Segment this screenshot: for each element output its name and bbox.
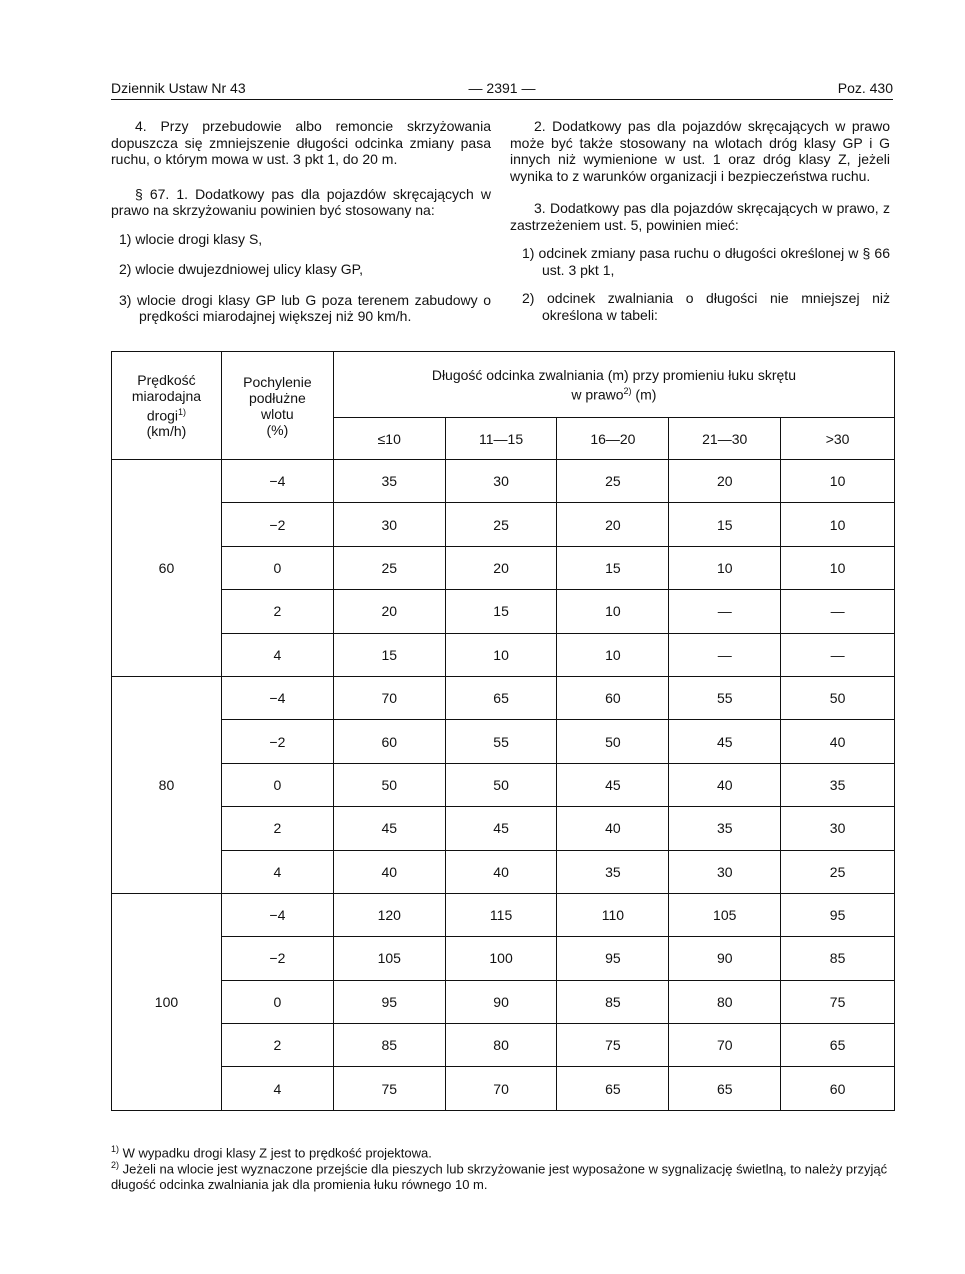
deceleration-table	[111, 351, 895, 1111]
value-cell: 85	[557, 980, 669, 1023]
slope-cell: −2	[221, 720, 333, 763]
paragraph-2: 2. Dodatkowy pas dla pojazdów skręcających w prawo może być także stosowany na wlotach dróg klasy GP i G innych niż wymienione w ust. 1 oraz dróg klasy Z, jeżeli wynika to z warunków organizacji i bezpieczeństwa ruchu.	[510, 118, 890, 184]
slope-cell: 2	[221, 1024, 333, 1067]
value-cell: 25	[445, 503, 557, 546]
slope-cell: −4	[221, 676, 333, 719]
value-cell: 45	[669, 720, 781, 763]
slope-cell: 2	[221, 807, 333, 850]
radius-header: 11—15	[445, 418, 557, 460]
value-cell: 30	[781, 807, 895, 850]
value-cell: 85	[781, 937, 895, 980]
value-cell: 35	[781, 763, 895, 806]
value-cell: 15	[445, 590, 557, 633]
radius-header: >30	[781, 418, 895, 460]
value-cell: —	[781, 590, 895, 633]
footnote-2: $^{2)}$ Jeżeli na wlocie jest wyznaczone przejście dla pieszych lub skrzyżowanie jest wyposażone w sygnalizację świetlną, to należy przyjąć długość odcinka zwalniania jak dla promienia łuku równego 10 m.	[111, 1160, 888, 1193]
value-cell: 90	[669, 937, 781, 980]
slope-cell: 0	[221, 763, 333, 806]
value-cell: 105	[333, 937, 445, 980]
table-row	[112, 980, 895, 1023]
value-cell: 65	[445, 676, 557, 719]
value-cell: 95	[333, 980, 445, 1023]
list-item: 1) wlocie drogi klasy S,	[119, 230, 263, 247]
list-item: 3) wlocie drogi klasy GP lub G poza terenem zabudowy o prędkości miarodajnej większej niż 90 km/h.	[119, 291, 491, 324]
value-cell: 10	[781, 503, 895, 546]
value-cell: 40	[333, 850, 445, 893]
slope-cell: 0	[221, 980, 333, 1023]
table-row	[112, 937, 895, 980]
value-cell: 25	[781, 850, 895, 893]
value-cell: 40	[445, 850, 557, 893]
value-cell: 10	[445, 633, 557, 676]
value-cell: 45	[333, 807, 445, 850]
value-cell: 50	[781, 676, 895, 719]
value-cell: 20	[557, 503, 669, 546]
slope-cell: −4	[221, 893, 333, 936]
value-cell: 65	[557, 1067, 669, 1111]
right-column	[510, 118, 890, 335]
value-cell: 40	[781, 720, 895, 763]
list-item: 2) odcinek zwalniania o długości nie mniejszej niż określona w tabeli:	[522, 290, 890, 323]
speed-cell: 80	[112, 676, 222, 893]
value-cell: 15	[333, 633, 445, 676]
value-cell: 60	[333, 720, 445, 763]
header-speed: Prędkość miarodajna drogi$^{1)}$ (km/h)	[112, 352, 222, 460]
value-cell: 70	[445, 1067, 557, 1111]
slope-cell: −2	[221, 937, 333, 980]
value-cell: 10	[669, 546, 781, 589]
value-cell: 105	[669, 893, 781, 936]
value-cell: 75	[781, 980, 895, 1023]
value-cell: —	[781, 633, 895, 676]
value-cell: —	[669, 633, 781, 676]
value-cell: 35	[557, 850, 669, 893]
slope-cell: 4	[221, 633, 333, 676]
radius-header: 16—20	[557, 418, 669, 460]
table-row	[112, 893, 895, 936]
table-row	[112, 1024, 895, 1067]
header-rule	[111, 99, 893, 100]
header-length: Długość odcinka zwalniania (m) przy promieniu łuku skrętu w prawo$^{2)}$ (m)	[333, 352, 894, 418]
value-cell: 45	[445, 807, 557, 850]
value-cell: 10	[781, 460, 895, 503]
value-cell: 90	[445, 980, 557, 1023]
speed-cell: 100	[112, 893, 222, 1110]
header-slope: Pochylenie podłużne wlotu (%)	[221, 352, 333, 460]
value-cell: 100	[445, 937, 557, 980]
value-cell: 70	[669, 1024, 781, 1067]
table-row	[112, 1067, 895, 1111]
slope-cell: 4	[221, 1067, 333, 1111]
value-cell: 40	[557, 807, 669, 850]
table-row	[112, 850, 895, 893]
list-item: 1) odcinek zmiany pasa ruchu o długości określonej w § 66 ust. 3 pkt 1,	[522, 245, 890, 278]
value-cell: 30	[669, 850, 781, 893]
slope-cell: 0	[221, 546, 333, 589]
value-cell: 50	[557, 720, 669, 763]
table-row	[112, 763, 895, 806]
value-cell: 75	[333, 1067, 445, 1111]
value-cell: 20	[445, 546, 557, 589]
slope-cell: −2	[221, 503, 333, 546]
journal-title: Dziennik Ustaw Nr 43	[111, 80, 246, 96]
value-cell: 95	[557, 937, 669, 980]
value-cell: 10	[781, 546, 895, 589]
value-cell: 85	[333, 1024, 445, 1067]
value-cell: 65	[781, 1024, 895, 1067]
value-cell: 30	[333, 503, 445, 546]
value-cell: 25	[333, 546, 445, 589]
table-row	[112, 503, 895, 546]
value-cell: 115	[445, 893, 557, 936]
value-cell: 75	[557, 1024, 669, 1067]
value-cell: 35	[669, 807, 781, 850]
page-number: — 2391 —	[468, 80, 536, 96]
value-cell: 20	[333, 590, 445, 633]
radius-header: 21—30	[669, 418, 781, 460]
value-cell: 10	[557, 633, 669, 676]
value-cell: 80	[669, 980, 781, 1023]
slope-cell: −4	[221, 460, 333, 503]
value-cell: 10	[557, 590, 669, 633]
left-column	[111, 118, 491, 337]
table-row	[112, 546, 895, 589]
value-cell: —	[669, 590, 781, 633]
value-cell: 120	[333, 893, 445, 936]
table-row	[112, 460, 895, 503]
value-cell: 40	[669, 763, 781, 806]
footnote-1: $^{1)}$ W wypadku drogi klasy Z jest to prędkość projektowa.	[111, 1144, 432, 1161]
value-cell: 15	[669, 503, 781, 546]
value-cell: 50	[333, 763, 445, 806]
value-cell: 30	[445, 460, 557, 503]
table-row	[112, 590, 895, 633]
value-cell: 25	[557, 460, 669, 503]
value-cell: 15	[557, 546, 669, 589]
paragraph-3: 3. Dodatkowy pas dla pojazdów skręcających w prawo, z zastrzeżeniem ust. 5, powinien mieć:	[510, 200, 890, 233]
value-cell: 80	[445, 1024, 557, 1067]
page-header	[111, 80, 893, 100]
table-row	[112, 807, 895, 850]
value-cell: 70	[333, 676, 445, 719]
radius-header: ≤10	[333, 418, 445, 460]
speed-cell: 60	[112, 460, 222, 677]
slope-cell: 4	[221, 850, 333, 893]
slope-cell: 2	[221, 590, 333, 633]
value-cell: 60	[781, 1067, 895, 1111]
table-row	[112, 676, 895, 719]
value-cell: 55	[669, 676, 781, 719]
position-number: Poz. 430	[837, 80, 893, 96]
paragraph-s67: § 67. 1. Dodatkowy pas dla pojazdów skręcających w prawo na skrzyżowaniu powinien być stosowany na:	[111, 185, 491, 218]
table-row	[112, 720, 895, 763]
paragraph-4: 4. Przy przebudowie albo remoncie skrzyżowania dopuszcza się zmniejszenie długości odcinka zmiany pasa ruchu, o którym mowa w ust. 3 pkt 1, do 20 m.	[111, 118, 491, 167]
list-item: 2) wlocie dwujezdniowej ulicy klasy GP,	[119, 261, 364, 277]
value-cell: 35	[333, 460, 445, 503]
value-cell: 55	[445, 720, 557, 763]
value-cell: 45	[557, 763, 669, 806]
value-cell: 20	[669, 460, 781, 503]
value-cell: 110	[557, 893, 669, 936]
value-cell: 60	[557, 676, 669, 719]
table-row	[112, 633, 895, 676]
value-cell: 50	[445, 763, 557, 806]
value-cell: 65	[669, 1067, 781, 1111]
value-cell: 95	[781, 893, 895, 936]
